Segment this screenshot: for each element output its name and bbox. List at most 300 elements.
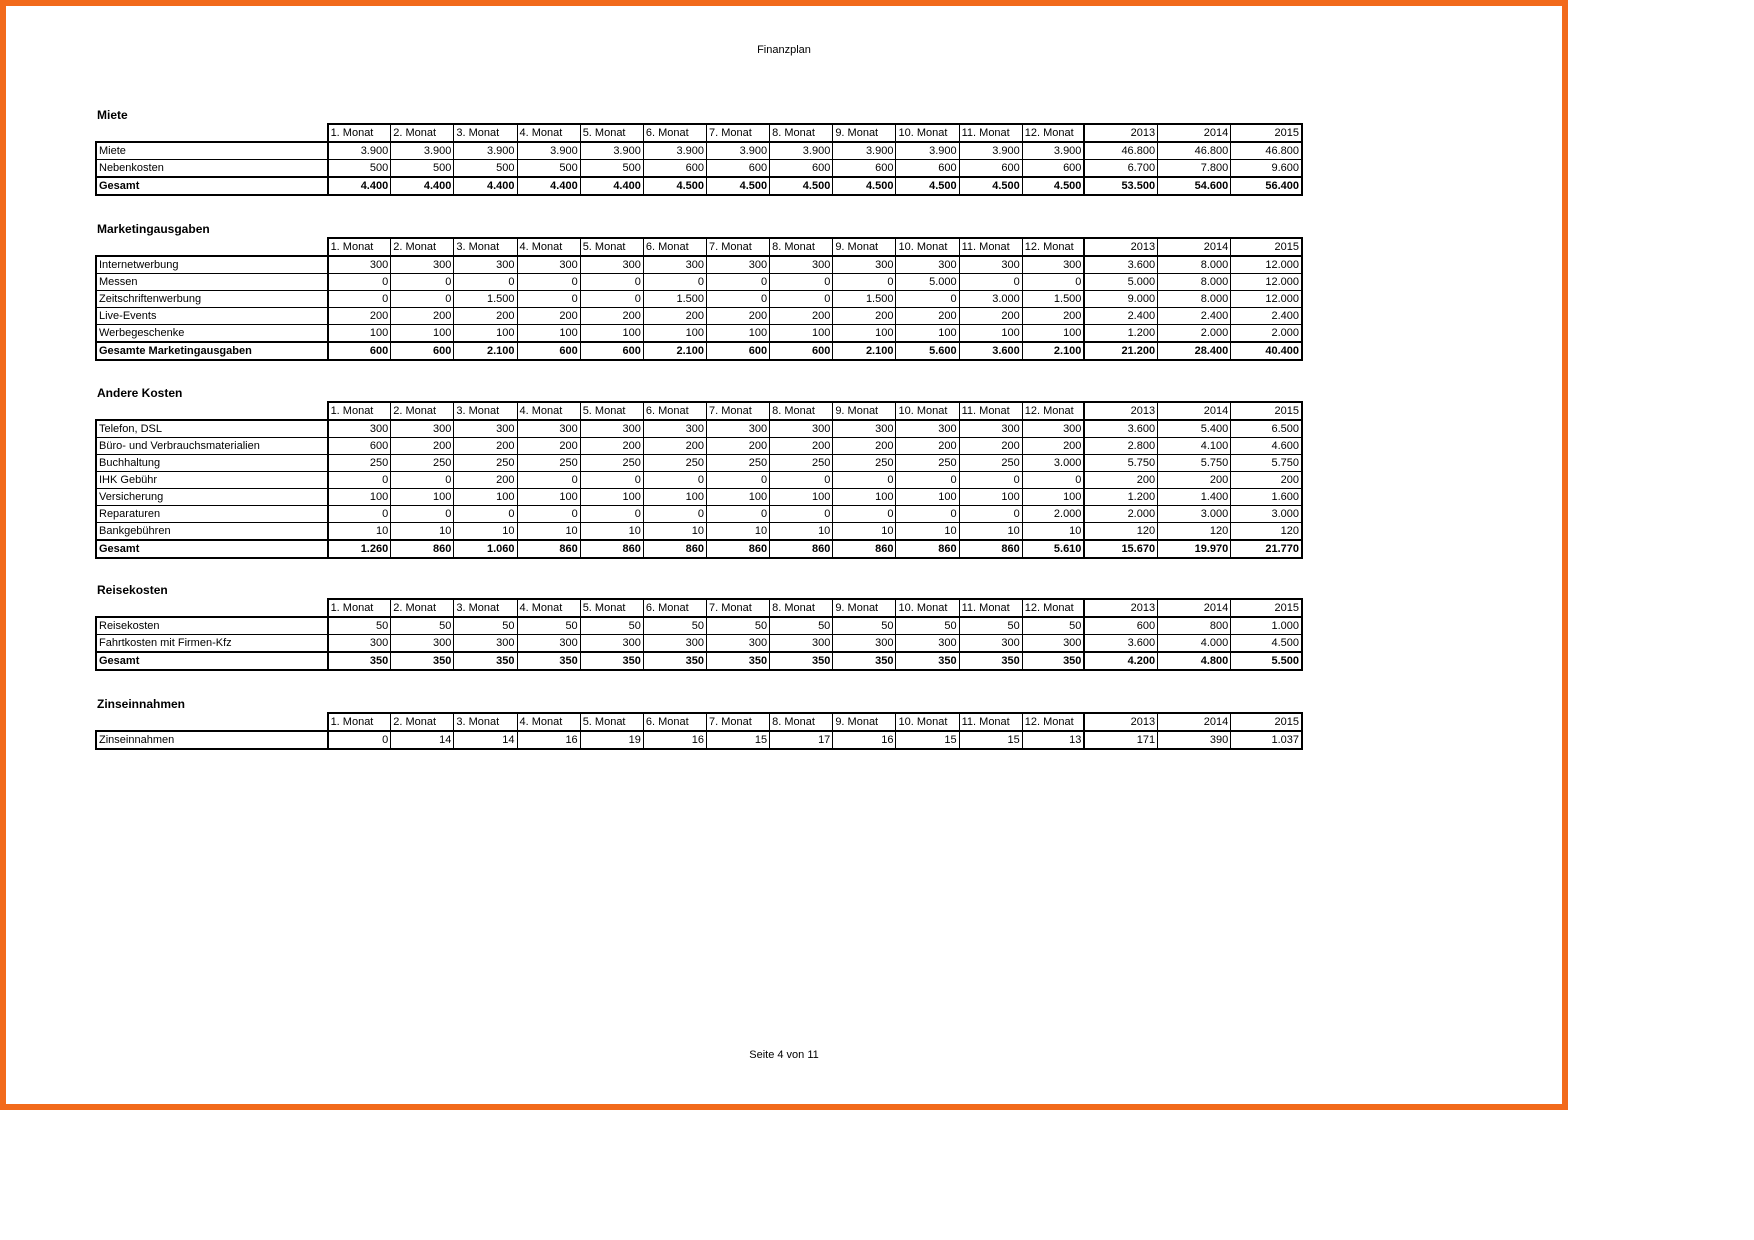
value-cell: 250	[833, 455, 896, 472]
value-cell: 100	[959, 325, 1022, 343]
column-header: 8. Monat	[770, 599, 833, 617]
value-cell: 200	[959, 438, 1022, 455]
value-cell: 300	[707, 420, 770, 438]
value-cell: 1.037	[1231, 731, 1302, 749]
column-header: 4. Monat	[517, 599, 580, 617]
value-cell: 3.900	[707, 142, 770, 160]
column-header: 3. Monat	[454, 238, 517, 256]
column-header: 2014	[1158, 402, 1231, 420]
column-header: 10. Monat	[896, 402, 959, 420]
table-row	[96, 455, 1302, 472]
column-header: 3. Monat	[454, 713, 517, 731]
value-cell: 100	[328, 489, 391, 506]
column-header: 2015	[1231, 124, 1302, 142]
value-cell: 5.750	[1084, 455, 1157, 472]
column-header: 1. Monat	[328, 238, 391, 256]
value-cell: 8.000	[1158, 256, 1231, 274]
value-cell: 4.000	[1158, 635, 1231, 653]
value-cell: 2.000	[1022, 506, 1084, 523]
value-cell: 860	[517, 540, 580, 558]
value-cell: 16	[833, 731, 896, 749]
header-blank-cell	[96, 402, 328, 420]
value-cell: 0	[454, 274, 517, 291]
column-header: 3. Monat	[454, 599, 517, 617]
value-cell: 200	[580, 308, 643, 325]
column-header: 6. Monat	[643, 402, 706, 420]
column-header: 6. Monat	[643, 599, 706, 617]
value-cell: 300	[580, 420, 643, 438]
table-row	[96, 506, 1302, 523]
value-cell: 2.100	[454, 342, 517, 360]
value-cell: 10	[959, 523, 1022, 541]
value-cell: 500	[517, 160, 580, 178]
column-header: 8. Monat	[770, 713, 833, 731]
value-cell: 100	[896, 489, 959, 506]
value-cell: 3.600	[959, 342, 1022, 360]
value-cell: 300	[643, 256, 706, 274]
column-header: 1. Monat	[328, 402, 391, 420]
value-cell: 15.670	[1084, 540, 1157, 558]
header-blank-cell	[96, 713, 328, 731]
value-cell: 200	[770, 308, 833, 325]
row-label: Gesamte Marketingausgaben	[96, 342, 328, 360]
value-cell: 200	[896, 438, 959, 455]
table-row	[96, 325, 1302, 343]
value-cell: 600	[580, 342, 643, 360]
column-header: 4. Monat	[517, 124, 580, 142]
section-andere-kosten	[95, 385, 1303, 559]
value-cell: 19.970	[1158, 540, 1231, 558]
column-header: 2. Monat	[391, 124, 454, 142]
value-cell: 4.500	[959, 177, 1022, 195]
value-cell: 860	[391, 540, 454, 558]
value-cell: 100	[707, 325, 770, 343]
value-cell: 10	[391, 523, 454, 541]
value-cell: 600	[328, 342, 391, 360]
section-reisekosten	[95, 582, 1303, 671]
row-label: Zinseinnahmen	[96, 731, 328, 749]
value-cell: 0	[391, 274, 454, 291]
value-cell: 100	[770, 489, 833, 506]
value-cell: 3.900	[1022, 142, 1084, 160]
value-cell: 250	[896, 455, 959, 472]
value-cell: 2.800	[1084, 438, 1157, 455]
value-cell: 300	[580, 256, 643, 274]
column-header: 6. Monat	[643, 124, 706, 142]
section-title: Andere Kosten	[97, 386, 183, 400]
value-cell: 200	[517, 438, 580, 455]
value-cell: 1.200	[1084, 325, 1157, 343]
value-cell: 350	[517, 652, 580, 670]
value-cell: 200	[391, 308, 454, 325]
value-cell: 15	[896, 731, 959, 749]
table-reisekosten	[95, 598, 1303, 671]
section-title: Miete	[97, 108, 128, 122]
value-cell: 1.000	[1231, 617, 1302, 635]
value-cell: 3.900	[454, 142, 517, 160]
value-cell: 200	[833, 308, 896, 325]
table-row	[96, 308, 1302, 325]
row-label: Bankgebühren	[96, 523, 328, 541]
value-cell: 0	[517, 274, 580, 291]
value-cell: 100	[454, 325, 517, 343]
value-cell: 0	[833, 506, 896, 523]
column-header: 11. Monat	[959, 713, 1022, 731]
value-cell: 300	[517, 256, 580, 274]
value-cell: 100	[833, 489, 896, 506]
value-cell: 200	[896, 308, 959, 325]
table-row	[96, 142, 1302, 160]
value-cell: 300	[391, 256, 454, 274]
section-marketingausgaben	[95, 221, 1303, 361]
value-cell: 300	[391, 420, 454, 438]
column-header: 6. Monat	[643, 713, 706, 731]
column-header: 9. Monat	[833, 599, 896, 617]
value-cell: 500	[391, 160, 454, 178]
row-label: Messen	[96, 274, 328, 291]
value-cell: 300	[454, 635, 517, 653]
column-header: 2014	[1158, 124, 1231, 142]
header-blank-cell	[96, 124, 328, 142]
value-cell: 200	[1084, 472, 1157, 489]
value-cell: 300	[328, 420, 391, 438]
column-header: 2013	[1084, 124, 1157, 142]
value-cell: 4.500	[896, 177, 959, 195]
value-cell: 0	[770, 291, 833, 308]
value-cell: 10	[707, 523, 770, 541]
column-header: 12. Monat	[1022, 238, 1084, 256]
value-cell: 5.750	[1231, 455, 1302, 472]
page-title: Finanzplan	[757, 44, 811, 56]
column-header: 11. Monat	[959, 402, 1022, 420]
value-cell: 250	[391, 455, 454, 472]
table-zinseinnahmen	[95, 712, 1303, 750]
value-cell: 13	[1022, 731, 1084, 749]
column-header: 2015	[1231, 713, 1302, 731]
value-cell: 4.800	[1158, 652, 1231, 670]
value-cell: 1.260	[328, 540, 391, 558]
value-cell: 250	[770, 455, 833, 472]
column-header: 3. Monat	[454, 124, 517, 142]
value-cell: 100	[517, 325, 580, 343]
value-cell: 100	[707, 489, 770, 506]
value-cell: 100	[643, 489, 706, 506]
value-cell: 200	[833, 438, 896, 455]
column-header: 10. Monat	[896, 238, 959, 256]
value-cell: 100	[959, 489, 1022, 506]
value-cell: 100	[391, 325, 454, 343]
value-cell: 0	[707, 274, 770, 291]
column-header: 9. Monat	[833, 713, 896, 731]
value-cell: 200	[454, 438, 517, 455]
value-cell: 120	[1158, 523, 1231, 541]
value-cell: 2.000	[1231, 325, 1302, 343]
header-blank-cell	[96, 599, 328, 617]
value-cell: 200	[580, 438, 643, 455]
value-cell: 50	[391, 617, 454, 635]
value-cell: 0	[643, 506, 706, 523]
value-cell: 0	[770, 274, 833, 291]
value-cell: 5.500	[1231, 652, 1302, 670]
value-cell: 300	[959, 256, 1022, 274]
value-cell: 10	[643, 523, 706, 541]
value-cell: 0	[454, 506, 517, 523]
value-cell: 250	[328, 455, 391, 472]
column-header: 2013	[1084, 713, 1157, 731]
value-cell: 200	[328, 308, 391, 325]
value-cell: 0	[959, 472, 1022, 489]
value-cell: 10	[770, 523, 833, 541]
value-cell: 100	[1022, 489, 1084, 506]
value-cell: 0	[770, 506, 833, 523]
value-cell: 171	[1084, 731, 1157, 749]
header-row	[96, 124, 1302, 142]
value-cell: 50	[1022, 617, 1084, 635]
value-cell: 2.100	[833, 342, 896, 360]
section-title: Zinseinnahmen	[97, 697, 186, 711]
column-header: 2013	[1084, 402, 1157, 420]
column-header: 7. Monat	[707, 713, 770, 731]
value-cell: 0	[707, 506, 770, 523]
value-cell: 600	[770, 342, 833, 360]
value-cell: 3.900	[770, 142, 833, 160]
value-cell: 600	[517, 342, 580, 360]
value-cell: 14	[454, 731, 517, 749]
column-header: 4. Monat	[517, 238, 580, 256]
value-cell: 350	[896, 652, 959, 670]
column-header: 11. Monat	[959, 238, 1022, 256]
value-cell: 6.700	[1084, 160, 1157, 178]
row-label: Miete	[96, 142, 328, 160]
value-cell: 0	[643, 472, 706, 489]
value-cell: 860	[643, 540, 706, 558]
row-label: Reparaturen	[96, 506, 328, 523]
value-cell: 5.400	[1158, 420, 1231, 438]
value-cell: 50	[959, 617, 1022, 635]
table-row	[96, 489, 1302, 506]
row-label: Büro- und Verbrauchsmaterialien	[96, 438, 328, 455]
column-header: 8. Monat	[770, 402, 833, 420]
column-header: 2. Monat	[391, 402, 454, 420]
value-cell: 0	[707, 472, 770, 489]
value-cell: 50	[517, 617, 580, 635]
row-label: Live-Events	[96, 308, 328, 325]
value-cell: 0	[580, 472, 643, 489]
column-header: 12. Monat	[1022, 402, 1084, 420]
value-cell: 50	[643, 617, 706, 635]
value-cell: 200	[643, 308, 706, 325]
column-header: 8. Monat	[770, 238, 833, 256]
value-cell: 4.400	[391, 177, 454, 195]
value-cell: 300	[643, 420, 706, 438]
value-cell: 1.500	[454, 291, 517, 308]
section-title: Reisekosten	[97, 583, 168, 597]
value-cell: 4.500	[1231, 635, 1302, 653]
value-cell: 300	[896, 420, 959, 438]
value-cell: 0	[328, 274, 391, 291]
header-row	[96, 238, 1302, 256]
table-row	[96, 256, 1302, 274]
value-cell: 120	[1084, 523, 1157, 541]
value-cell: 200	[1158, 472, 1231, 489]
value-cell: 250	[643, 455, 706, 472]
value-cell: 1.500	[643, 291, 706, 308]
column-header: 5. Monat	[580, 402, 643, 420]
value-cell: 3.900	[517, 142, 580, 160]
value-cell: 100	[454, 489, 517, 506]
value-cell: 3.000	[1231, 506, 1302, 523]
value-cell: 200	[1231, 472, 1302, 489]
value-cell: 200	[454, 308, 517, 325]
value-cell: 3.900	[896, 142, 959, 160]
column-header: 9. Monat	[833, 402, 896, 420]
value-cell: 5.750	[1158, 455, 1231, 472]
value-cell: 100	[391, 489, 454, 506]
value-cell: 0	[896, 472, 959, 489]
value-cell: 350	[454, 652, 517, 670]
column-header: 2015	[1231, 402, 1302, 420]
value-cell: 350	[643, 652, 706, 670]
value-cell: 600	[643, 160, 706, 178]
value-cell: 350	[707, 652, 770, 670]
value-cell: 300	[707, 256, 770, 274]
value-cell: 100	[770, 325, 833, 343]
value-cell: 16	[643, 731, 706, 749]
value-cell: 200	[707, 438, 770, 455]
value-cell: 1.600	[1231, 489, 1302, 506]
total-row	[96, 177, 1302, 195]
value-cell: 0	[580, 274, 643, 291]
value-cell: 600	[328, 438, 391, 455]
value-cell: 2.400	[1084, 308, 1157, 325]
value-cell: 50	[833, 617, 896, 635]
value-cell: 46.800	[1158, 142, 1231, 160]
value-cell: 4.600	[1231, 438, 1302, 455]
value-cell: 600	[1084, 617, 1157, 635]
value-cell: 0	[1022, 472, 1084, 489]
column-header: 4. Monat	[517, 402, 580, 420]
value-cell: 500	[454, 160, 517, 178]
value-cell: 600	[1022, 160, 1084, 178]
row-label: Gesamt	[96, 177, 328, 195]
value-cell: 2.000	[1158, 325, 1231, 343]
column-header: 2013	[1084, 599, 1157, 617]
header-blank-cell	[96, 238, 328, 256]
value-cell: 250	[454, 455, 517, 472]
value-cell: 1.500	[833, 291, 896, 308]
value-cell: 0	[833, 472, 896, 489]
value-cell: 300	[1022, 420, 1084, 438]
value-cell: 28.400	[1158, 342, 1231, 360]
column-header: 2014	[1158, 238, 1231, 256]
value-cell: 300	[896, 256, 959, 274]
value-cell: 100	[896, 325, 959, 343]
value-cell: 300	[959, 420, 1022, 438]
value-cell: 0	[391, 506, 454, 523]
value-cell: 2.100	[1022, 342, 1084, 360]
value-cell: 16	[517, 731, 580, 749]
value-cell: 600	[707, 342, 770, 360]
value-cell: 800	[1158, 617, 1231, 635]
value-cell: 3.000	[1022, 455, 1084, 472]
value-cell: 860	[770, 540, 833, 558]
value-cell: 860	[833, 540, 896, 558]
value-cell: 500	[580, 160, 643, 178]
table-row	[96, 472, 1302, 489]
column-header: 5. Monat	[580, 238, 643, 256]
value-cell: 0	[833, 274, 896, 291]
value-cell: 10	[580, 523, 643, 541]
value-cell: 300	[454, 256, 517, 274]
value-cell: 100	[833, 325, 896, 343]
value-cell: 4.500	[770, 177, 833, 195]
value-cell: 1.500	[1022, 291, 1084, 308]
value-cell: 6.500	[1231, 420, 1302, 438]
value-cell: 4.500	[833, 177, 896, 195]
value-cell: 250	[959, 455, 1022, 472]
value-cell: 300	[770, 420, 833, 438]
row-label: Telefon, DSL	[96, 420, 328, 438]
value-cell: 500	[328, 160, 391, 178]
row-label: Fahrtkosten mit Firmen-Kfz	[96, 635, 328, 653]
value-cell: 100	[1022, 325, 1084, 343]
value-cell: 5.000	[1084, 274, 1157, 291]
column-header: 7. Monat	[707, 402, 770, 420]
value-cell: 0	[328, 506, 391, 523]
value-cell: 600	[833, 160, 896, 178]
column-header: 9. Monat	[833, 238, 896, 256]
value-cell: 0	[328, 731, 391, 749]
value-cell: 4.400	[328, 177, 391, 195]
value-cell: 50	[707, 617, 770, 635]
value-cell: 15	[707, 731, 770, 749]
value-cell: 4.500	[707, 177, 770, 195]
value-cell: 0	[896, 291, 959, 308]
column-header: 6. Monat	[643, 238, 706, 256]
value-cell: 300	[833, 256, 896, 274]
column-header: 10. Monat	[896, 599, 959, 617]
header-row	[96, 713, 1302, 731]
row-label: Buchhaltung	[96, 455, 328, 472]
value-cell: 120	[1231, 523, 1302, 541]
value-cell: 10	[328, 523, 391, 541]
row-label: Gesamt	[96, 540, 328, 558]
column-header: 2. Monat	[391, 238, 454, 256]
column-header: 2014	[1158, 713, 1231, 731]
column-header: 1. Monat	[328, 124, 391, 142]
value-cell: 3.600	[1084, 420, 1157, 438]
value-cell: 12.000	[1231, 274, 1302, 291]
value-cell: 300	[328, 635, 391, 653]
table-miete	[95, 123, 1303, 196]
value-cell: 300	[1022, 256, 1084, 274]
value-cell: 3.900	[580, 142, 643, 160]
value-cell: 5.000	[896, 274, 959, 291]
value-cell: 12.000	[1231, 291, 1302, 308]
value-cell: 46.800	[1231, 142, 1302, 160]
value-cell: 300	[391, 635, 454, 653]
value-cell: 4.400	[454, 177, 517, 195]
value-cell: 15	[959, 731, 1022, 749]
value-cell: 860	[896, 540, 959, 558]
row-label: Reisekosten	[96, 617, 328, 635]
value-cell: 0	[328, 291, 391, 308]
value-cell: 3.900	[391, 142, 454, 160]
table-row	[96, 160, 1302, 178]
value-cell: 10	[454, 523, 517, 541]
value-cell: 50	[454, 617, 517, 635]
value-cell: 4.500	[643, 177, 706, 195]
